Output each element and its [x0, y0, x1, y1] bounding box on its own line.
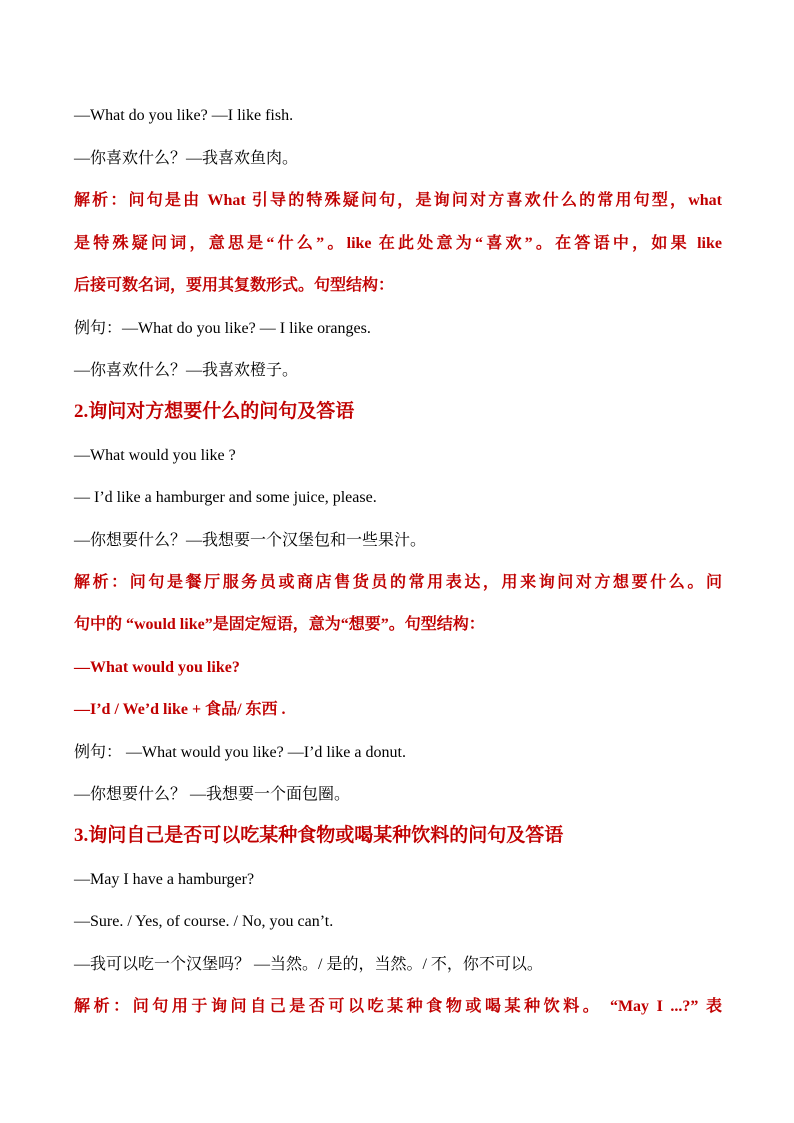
- analysis-text: 句中的 “would like”是固定短语，意为“想要”。句型结构：: [74, 616, 485, 633]
- analysis-text: 是特殊疑问词，意思是“什么”。like 在此处意为“喜欢”。在答语中，如果 like: [74, 235, 722, 252]
- analysis-text: 解析：问句是餐厅服务员或商店售货员的常用表达，用来询问对方想要什么。问: [74, 574, 722, 591]
- section-heading: 3.询问自己是否可以吃某种食物或喝某种饮料的问句及答语: [74, 825, 564, 846]
- pattern-line: —What would you like?: [74, 659, 240, 676]
- translation-line: —你喜欢什么？—我喜欢鱼肉。: [74, 150, 299, 167]
- analysis-text: 后接可数名词，要用其复数形式。句型结构：: [74, 277, 395, 294]
- dialogue-line: —May I have a hamburger?: [74, 871, 255, 888]
- example-line: 例句： —What would you like? —I’d like a donut.: [74, 744, 406, 761]
- analysis-text: 解析：问句用于询问自己是否可以吃某种食物或喝某种饮料。 “May I ...?” 表: [74, 998, 722, 1015]
- dialogue-line: —What do you like? —I like fish.: [74, 107, 294, 124]
- dialogue-line: —Sure. / Yes, of course. / No, you can’t.: [74, 913, 334, 930]
- example-line: 例句：—What do you like? — I like oranges.: [74, 320, 371, 337]
- dialogue-line: —What would you like ?: [74, 447, 236, 464]
- dialogue-line: — I’d like a hamburger and some juice, please.: [74, 489, 377, 506]
- translation-line: —你喜欢什么？—我喜欢橙子。: [74, 362, 299, 379]
- translation-line: —我可以吃一个汉堡吗？ —当然。/ 是的，当然。/ 不，你不可以。: [74, 956, 543, 973]
- analysis-text: 解析：问句是由 What 引导的特殊疑问句，是询问对方喜欢什么的常用句型，what: [74, 192, 722, 209]
- section-heading: 2.询问对方想要什么的问句及答语: [74, 401, 355, 422]
- pattern-line: —I’d / We’d like + 食品/ 东西 .: [74, 701, 286, 718]
- translation-line: —你想要什么？—我想要一个汉堡包和一些果汁。: [74, 532, 427, 549]
- translation-line: —你想要什么？ —我想要一个面包圈。: [74, 786, 351, 803]
